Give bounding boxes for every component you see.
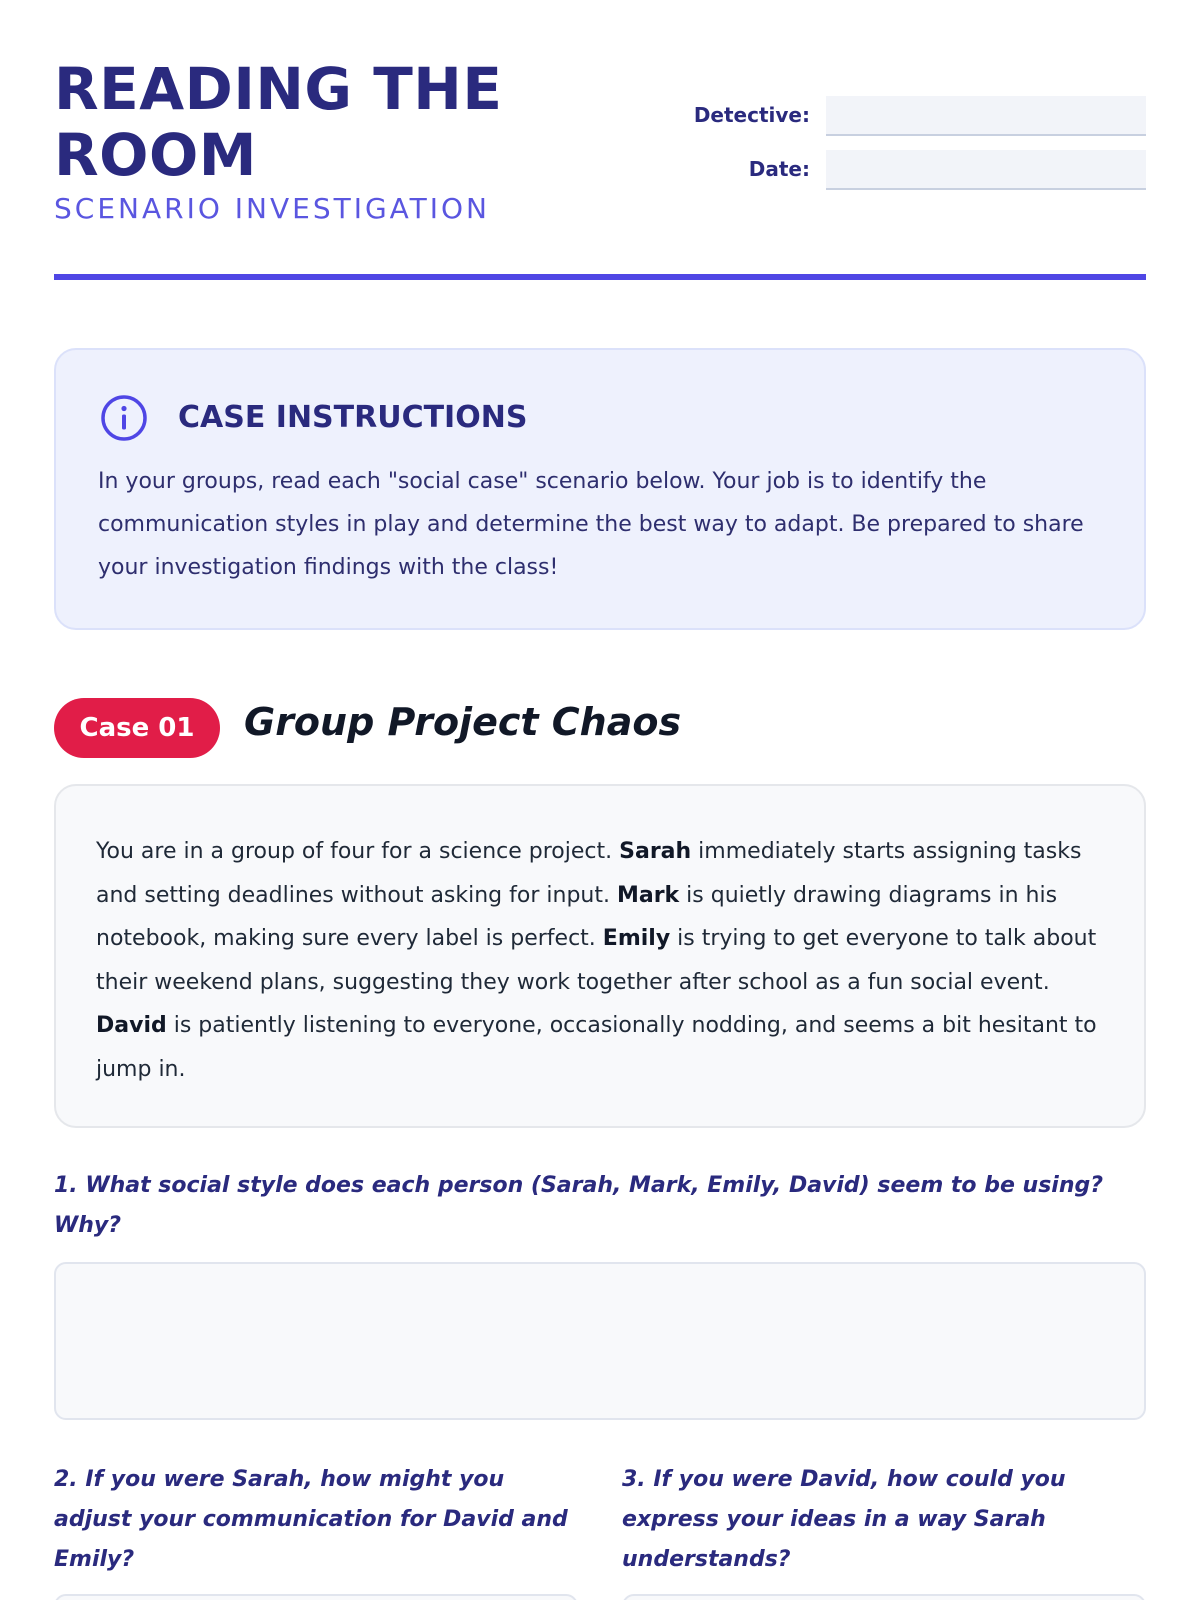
- page-subtitle: SCENARIO INVESTIGATION: [54, 192, 490, 225]
- instructions-text: In your groups, read each "social case" scenario below. Your job is to identify the communication styles in play and determine the best way to adapt. Be prepared to share your investigation findings with the class!: [98, 469, 1084, 580]
- scenario-box: [54, 784, 1146, 1128]
- worksheet-page: [54, 0, 1146, 1600]
- scenario-text: [96, 830, 1106, 1091]
- date-row: [676, 150, 1146, 190]
- scenario-segment: You are in a group of four for a science project.: [96, 839, 620, 864]
- answer-box-1[interactable]: [54, 1262, 1146, 1420]
- header-divider: [54, 274, 1146, 280]
- question-3: 3. If you were David, how could you express your ideas in a way Sarah understands?: [622, 1467, 1066, 1572]
- instructions-box: [54, 348, 1146, 630]
- instructions-title: CASE INSTRUCTIONS: [178, 400, 528, 435]
- student-info: [676, 96, 1146, 204]
- worksheet-header: [54, 56, 1146, 278]
- name-emily: Emily: [602, 926, 671, 951]
- question-2: 2. If you were Sarah, how might you adjust your communication for David and Emily?: [54, 1467, 568, 1572]
- scenario-segment: is quietly drawing diagrams in his notebook, making sure every label is perfect.: [96, 882, 1058, 951]
- detective-field[interactable]: [826, 96, 1146, 136]
- answer-box-2[interactable]: [54, 1594, 578, 1600]
- case-title: Group Project Chaos: [244, 700, 682, 744]
- name-sarah: Sarah: [619, 839, 692, 864]
- case-badge: Case 01: [54, 698, 220, 758]
- date-label: Date:: [748, 157, 810, 181]
- detective-row: [676, 96, 1146, 136]
- scenario-segment: immediately starts assigning tasks and setting deadlines without asking for input.: [96, 839, 1082, 908]
- answer-box-3[interactable]: [622, 1594, 1146, 1600]
- info-icon: [100, 394, 148, 442]
- detective-label: Detective:: [693, 103, 810, 127]
- scenario-segment: is trying to get everyone to talk about their weekend plans, suggesting they work together after school as a fun social event.: [96, 926, 1097, 995]
- question-1: 1. What social style does each person (Sarah, Mark, Emily, David) seem to be using? Why?: [54, 1173, 1103, 1238]
- date-field[interactable]: [826, 150, 1146, 190]
- scenario-segment: is patiently listening to everyone, occasionally nodding, and seems a bit hesitant to jump in.: [96, 1013, 1097, 1082]
- page-title: READING THE ROOM: [54, 55, 503, 189]
- name-david: David: [96, 1013, 167, 1038]
- name-mark: Mark: [616, 882, 680, 908]
